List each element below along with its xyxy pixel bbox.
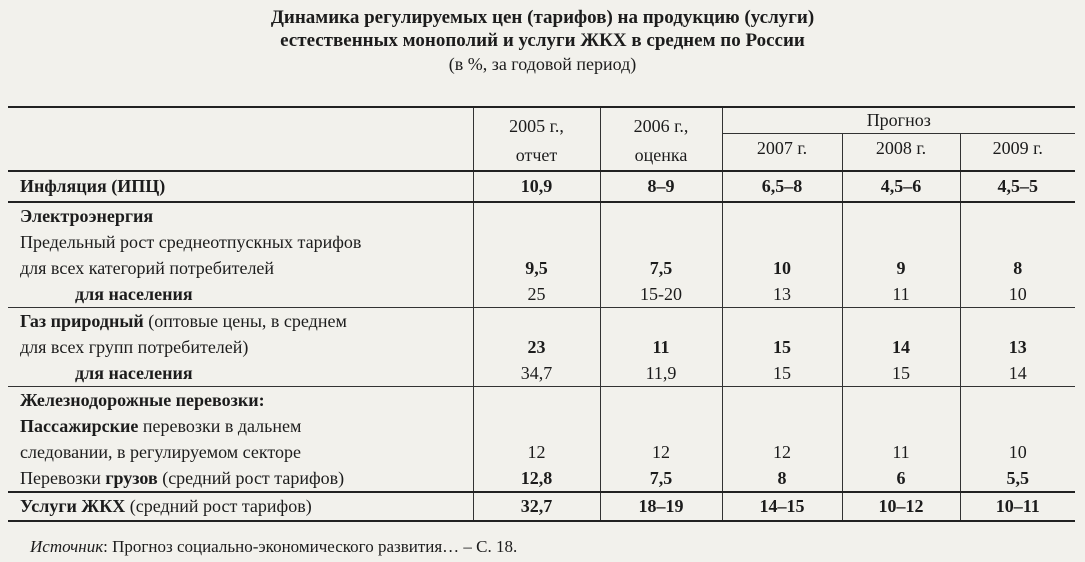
label-electricity [8, 202, 473, 308]
row-housing [8, 492, 1075, 521]
cell-housing-2008: 10–12 [842, 492, 960, 521]
header-2008: 2008 г. [842, 134, 960, 171]
cell-electricity-2006 [600, 202, 722, 308]
housing-rest: (средний рост тарифов) [125, 496, 312, 516]
val-rail-pass-2006: 12 [652, 442, 670, 462]
electricity-sub: для населения [75, 284, 193, 304]
gas-title-line [20, 308, 473, 334]
header-2009: 2009 г. [960, 134, 1075, 171]
row-gas [8, 308, 1075, 387]
val-el-pop-2006: 15-20 [640, 284, 682, 304]
cell-electricity-2009 [960, 202, 1075, 308]
val-el-pop-2008: 11 [892, 284, 910, 304]
row-inflation [8, 171, 1075, 202]
cell-housing-2006: 18–19 [600, 492, 722, 521]
val-el-all-2007: 10 [773, 258, 791, 278]
cell-inflation-2005: 10,9 [473, 171, 600, 202]
val-rail-freight-2006: 7,5 [649, 468, 673, 488]
cell-rail-2008 [842, 387, 960, 493]
cell-inflation-2009: 4,5–5 [960, 171, 1075, 202]
tariff-table [8, 106, 1075, 522]
val-gas-all-2009: 13 [1008, 337, 1027, 357]
gas-title-rest: (оптовые цены, в среднем [143, 311, 347, 331]
cell-inflation-2008: 4,5–6 [842, 171, 960, 202]
val-gas-pop-2008: 15 [892, 363, 910, 383]
header-forecast: Прогноз [722, 107, 1075, 134]
cell-inflation-2007: 6,5–8 [722, 171, 842, 202]
val-rail-freight-2008: 6 [896, 468, 906, 488]
val-gas-pop-2007: 15 [773, 363, 791, 383]
label-rail [8, 387, 473, 493]
cell-housing-2007: 14–15 [722, 492, 842, 521]
label-inflation: Инфляция (ИПЦ) [8, 171, 473, 202]
source-text: : Прогноз социально-экономического развития… – С. 18. [103, 537, 518, 556]
title-line-1: Динамика регулируемых цен (тарифов) на продукцию (услуги) [270, 7, 815, 28]
cell-inflation-2006: 8–9 [600, 171, 722, 202]
header-2006 [600, 107, 722, 171]
cell-gas-2008 [842, 308, 960, 387]
header-2005-line1: 2005 г., [509, 116, 564, 136]
val-rail-freight-2005: 12,8 [520, 468, 553, 488]
header-2005-line2: отчет [515, 145, 558, 165]
rail-freight-line [20, 465, 473, 491]
gas-title: Газ природный [20, 311, 144, 331]
rail-freight-a: Перевозки [20, 468, 106, 488]
row-rail [8, 387, 1075, 493]
cell-housing-2009: 10–11 [960, 492, 1075, 521]
val-el-pop-2005: 25 [527, 284, 546, 304]
val-el-pop-2009: 10 [1008, 284, 1027, 304]
housing-bold: Услуги ЖКХ [20, 496, 126, 516]
val-rail-freight-2007: 8 [777, 468, 787, 488]
rail-freight-c: (средний рост тарифов) [157, 468, 345, 488]
val-rail-pass-2005: 12 [527, 442, 546, 462]
electricity-title: Электроэнергия [20, 206, 154, 226]
val-el-all-2006: 7,5 [649, 258, 673, 278]
title-block [0, 6, 1085, 75]
val-gas-pop-2009: 14 [1008, 363, 1027, 383]
val-gas-pop-2006: 11,9 [645, 363, 677, 383]
header-row-1 [8, 107, 1075, 134]
val-el-pop-2007: 13 [773, 284, 791, 304]
label-housing [8, 492, 473, 521]
source-label: Источник [30, 537, 104, 556]
val-rail-freight-2009: 5,5 [1006, 468, 1029, 488]
rail-pass-bold: Пассажирские [20, 416, 139, 436]
val-gas-all-2008: 14 [892, 337, 910, 357]
val-rail-pass-2008: 11 [892, 442, 910, 462]
cell-housing-2005: 32,7 [473, 492, 600, 521]
header-2006-line2: оценка [634, 145, 688, 165]
title-line-2: естественных монополий и услуги ЖКХ в среднем по России [280, 30, 805, 51]
source-note [30, 537, 517, 557]
cell-gas-2009 [960, 308, 1075, 387]
val-el-all-2008: 9 [896, 258, 906, 278]
cell-electricity-2008 [842, 202, 960, 308]
cell-rail-2009 [960, 387, 1075, 493]
rail-title: Железнодорожные перевозки: [20, 390, 265, 410]
header-2007: 2007 г. [722, 134, 842, 171]
val-el-all-2009: 8 [1013, 258, 1023, 278]
val-el-all-2005: 9,5 [525, 258, 548, 278]
rail-pass-line2: следовании, в регулируемом секторе [20, 442, 302, 462]
rail-freight-bold: грузов [105, 468, 158, 488]
gas-line2: для всех групп потребителей) [20, 337, 249, 357]
cell-gas-2005 [473, 308, 600, 387]
cell-gas-2006 [600, 308, 722, 387]
val-gas-all-2006: 11 [652, 337, 670, 357]
cell-electricity-2005 [473, 202, 600, 308]
header-2005 [473, 107, 600, 171]
cell-rail-2007 [722, 387, 842, 493]
val-rail-pass-2007: 12 [773, 442, 791, 462]
rail-pass-line [20, 413, 473, 439]
label-gas [8, 308, 473, 387]
electricity-line3: для всех категорий потребителей [20, 258, 275, 278]
val-gas-all-2005: 23 [527, 337, 546, 357]
cell-gas-2007 [722, 308, 842, 387]
cell-rail-2005 [473, 387, 600, 493]
header-empty-cell [8, 107, 473, 171]
val-rail-pass-2009: 10 [1008, 442, 1027, 462]
cell-rail-2006 [600, 387, 722, 493]
val-gas-all-2007: 15 [773, 337, 791, 357]
electricity-line2: Предельный рост среднеотпускных тарифов [20, 232, 362, 252]
rail-pass-rest: перевозки в дальнем [138, 416, 302, 436]
val-gas-pop-2005: 34,7 [520, 363, 553, 383]
header-2006-line1: 2006 г., [633, 116, 689, 136]
subtitle: (в %, за годовой период) [448, 54, 637, 74]
cell-electricity-2007 [722, 202, 842, 308]
row-electricity [8, 202, 1075, 308]
gas-sub: для населения [75, 363, 193, 383]
